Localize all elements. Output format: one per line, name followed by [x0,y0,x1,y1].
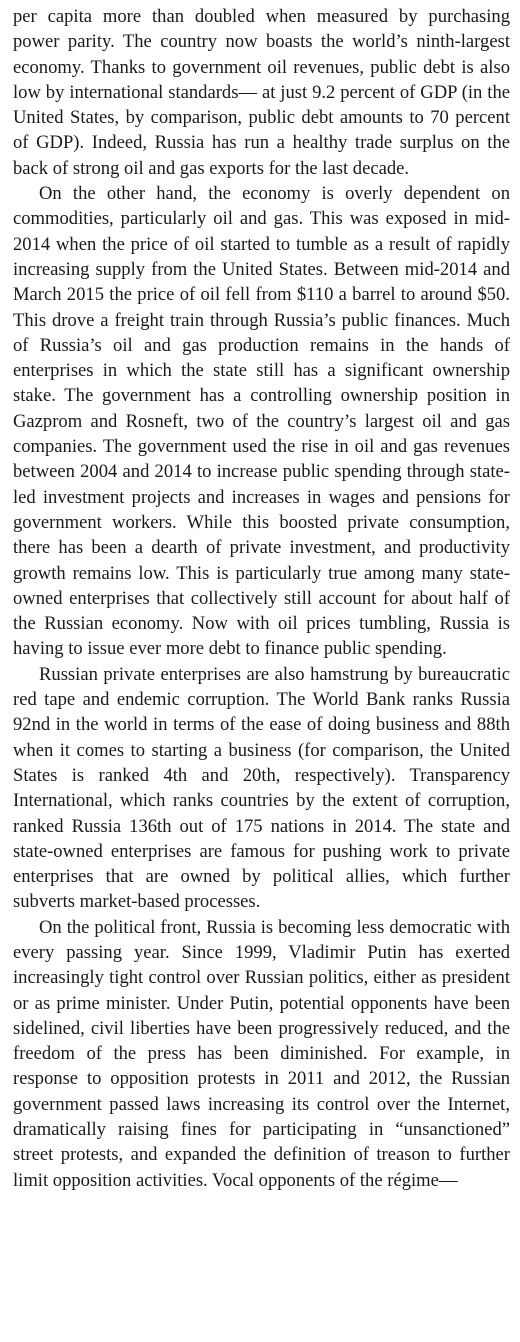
paragraph-commodity-dependence: On the other hand, the economy is overly dependent on commodities, particularly oil and gas. This was exposed in mid-2014 when the price of oil started to tumble as a result of rapidly increasing supply from the United States. Between mid-2014 and March 2015 the price of oil fell from $110 a barrel to around $50. This drove a freight train through Russia’s public finances. Much of Russia’s oil and gas production remains in the hands of enterprises in which the state still has a significant ownership stake. The government has a controlling ownership position in Gazprom and Rosneft, two of the country’s largest oil and gas companies. The government used the rise in oil and gas revenues between 2004 and 2014 to increase public spending through state-led investment projects and increases in wages and pensions for government workers. While this boosted private consumption, there has been a dearth of private investment, and productivity growth remains low. This is particularly true among many state-owned enterprises that collectively still account for about half of the Russian economy. Now with oil prices tumbling, Russia is having to issue ever more debt to finance public spending. [13,183,510,660]
paragraph-corruption: Russian private enterprises are also hamstrung by bureaucratic red tape and endemic corruption. The World Bank ranks Russia 92nd in the world in terms of the ease of doing business and 88th when it comes to starting a business (for comparison, the United States is ranked 4th and 20th, respectively). Transparency International, which ranks countries by the extent of corruption, ranked Russia 136th out of 175 nations in 2014. The state and state-owned enterprises are famous for pushing work to private enterprises that are owned by political allies, which further subverts market-based processes. [13,663,510,913]
paragraph-political-front: On the political front, Russia is becoming less democratic with every passing year. Since 1999, Vladimir Putin has exerted increasingly tight control over Russian politics, either as president or as prime minister. Under Putin, potential opponents have been sidelined, civil liberties have been progressively reduced, and the freedom of the press has been diminished. For example, in response to opposition protests in 2011 and 2012, the Russian government passed laws increasing its control over the Internet, dramatically raising fines for participating in “unsanctioned” street protests, and expanded the definition of treason to further limit opposition activities. Vocal opponents of the régime— [13,916,510,1191]
paragraph-economy-overview: per capita more than doubled when measured by purchasing power parity. The country now boasts the world’s ninth-largest economy. Thanks to government oil revenues, public debt is also low by international standards— at just 9.2 percent of GDP (in the United States, by comparison, public debt amounts to 70 percent of GDP). Indeed, Russia has run a healthy trade surplus on the back of strong oil and gas exports for the last decade. [13,6,510,179]
